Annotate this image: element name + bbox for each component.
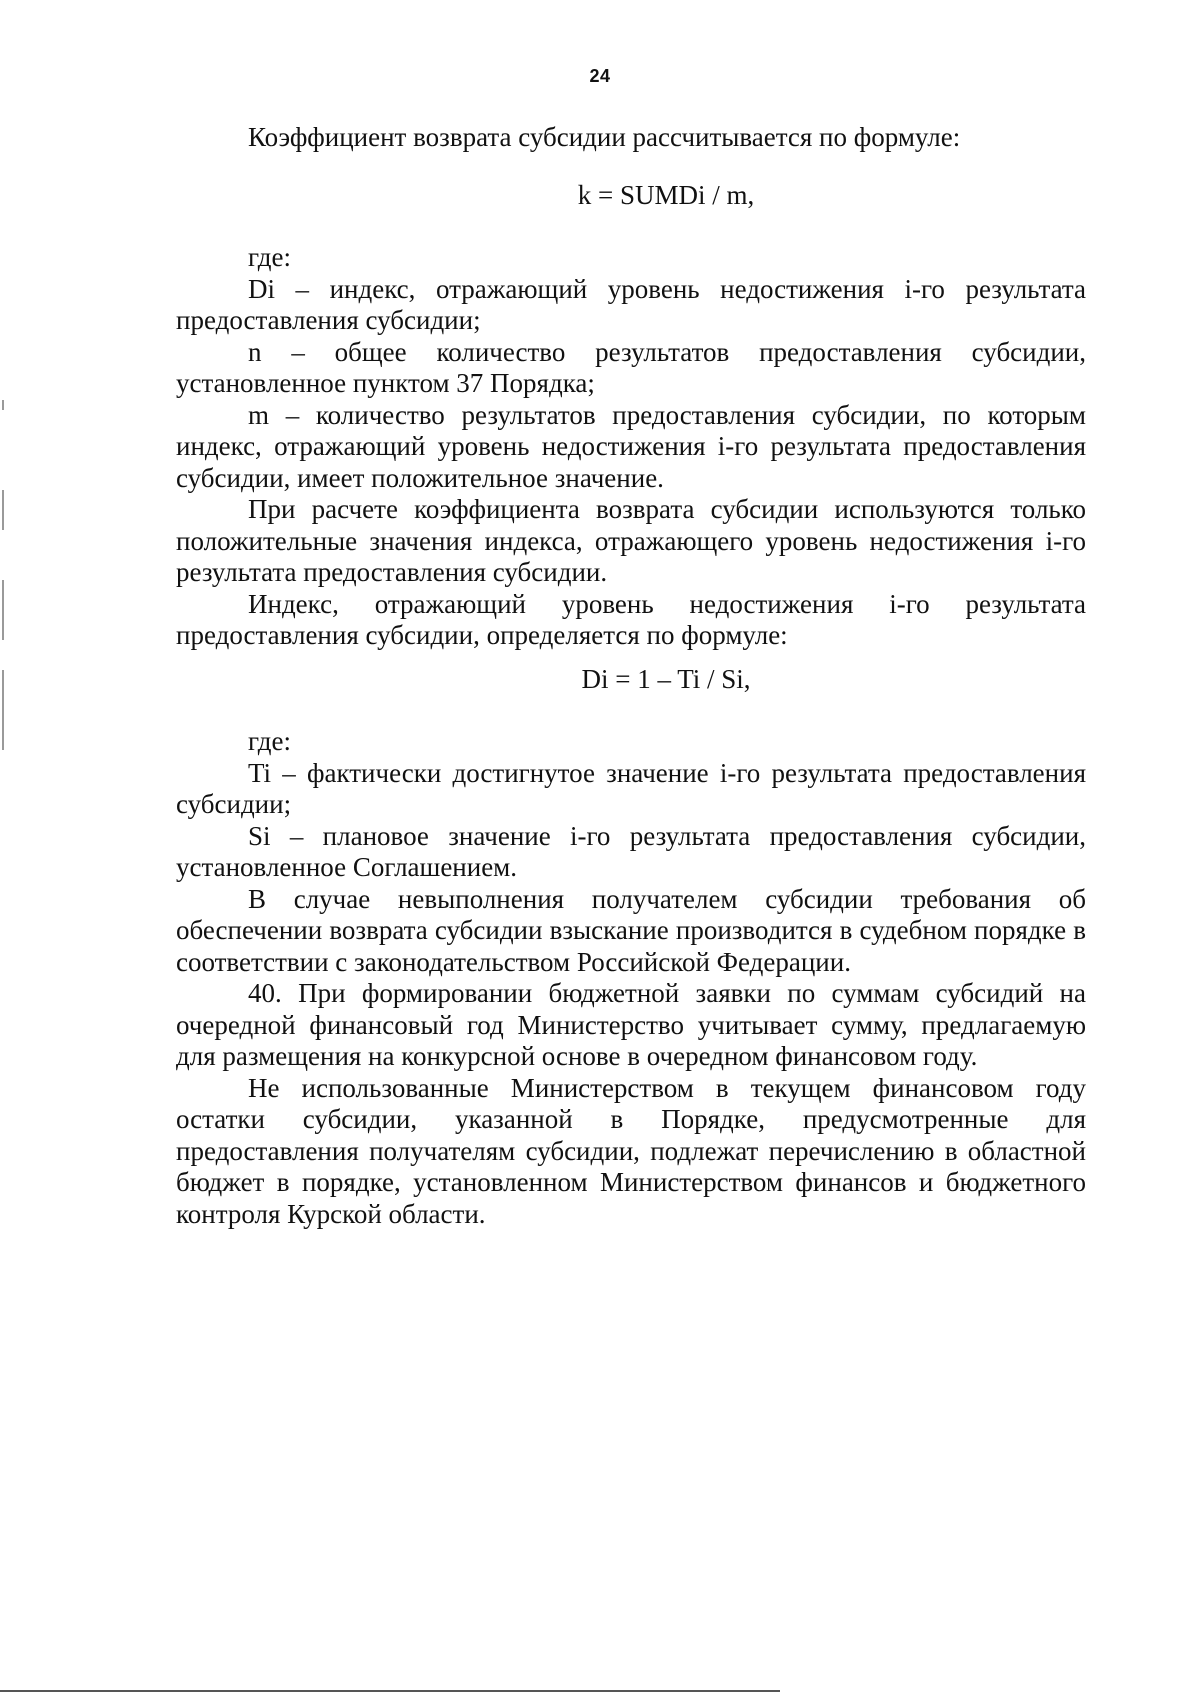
scan-artifact (2, 490, 4, 530)
paragraph-unused-remainder: Не использованные Министерством в текущем финансовом году остатки субсидии, указанной в Порядке, предусмотренные для предоставления получателям субсидии, подлежат перечислению в областной бюджет в порядке, установленном Министерством финансов и бюджетного контроля Курской области. (176, 1072, 1086, 1229)
paragraph-coefficient-intro: Коэффициент возврата субсидии рассчитывается по формуле: (248, 122, 961, 152)
paragraph-item-40: 40. При формировании бюджетной заявки по суммам субсидий на очередной финансовый год Министерство учитывает сумму, предлагаемую для размещения на конкурсной основе в очередном финансовом году. (176, 978, 1086, 1071)
scan-artifact (2, 580, 4, 640)
formula-block-2 (176, 664, 1086, 696)
where-label-1: где: (248, 242, 291, 272)
formula-k: k = SUMDi / m, (577, 180, 755, 210)
formula-block-1 (176, 180, 1086, 212)
paragraph-ti-definition: Ti – фактически достигнутое значение i-го результата предоставления субсидии; (176, 757, 1086, 819)
intro-block (176, 122, 1086, 154)
paragraph-n-definition: n – общее количество результатов предоставления субсидии, установленное пунктом 37 Порядка; (176, 336, 1086, 398)
formula-di: Di = 1 – Ti / Si, (581, 664, 751, 694)
scan-artifact (2, 400, 4, 410)
paragraph-m-definition: m – количество результатов предоставления субсидии, по которым индекс, отражающий уровень недостижения i-го результата предоставления субсидии, имеет положительное значение. (176, 399, 1086, 493)
definitions-block-1 (176, 242, 1086, 652)
where-label-2: где: (248, 726, 291, 756)
definitions-block-2 (176, 726, 1086, 1230)
paragraph-si-definition: Si – плановое значение i-го результата предоставления субсидии, установленное Соглашением. (176, 820, 1086, 882)
page-number: 24 (589, 66, 611, 86)
paragraph-di-definition: Di – индекс, отражающий уровень недостижения i-го результата предоставления субсидии; (176, 273, 1086, 335)
paragraph-court-recovery: В случае невыполнения получателем субсидии требования об обеспечении возврата субсидии взыскание производится в судебном порядке в соответствии с законодательством Российской Федерации. (176, 883, 1086, 977)
scan-edge-line (0, 1690, 780, 1692)
scan-artifact (2, 670, 4, 750)
paragraph-index-formula-intro: Индекс, отражающий уровень недостижения i-го результата предоставления субсидии, определяется по формуле: (176, 588, 1086, 650)
paragraph-positive-values: При расчете коэффициента возврата субсидии используются только положительные значения индекса, отражающего уровень недостижения i-го результата предоставления субсидии. (176, 494, 1086, 587)
